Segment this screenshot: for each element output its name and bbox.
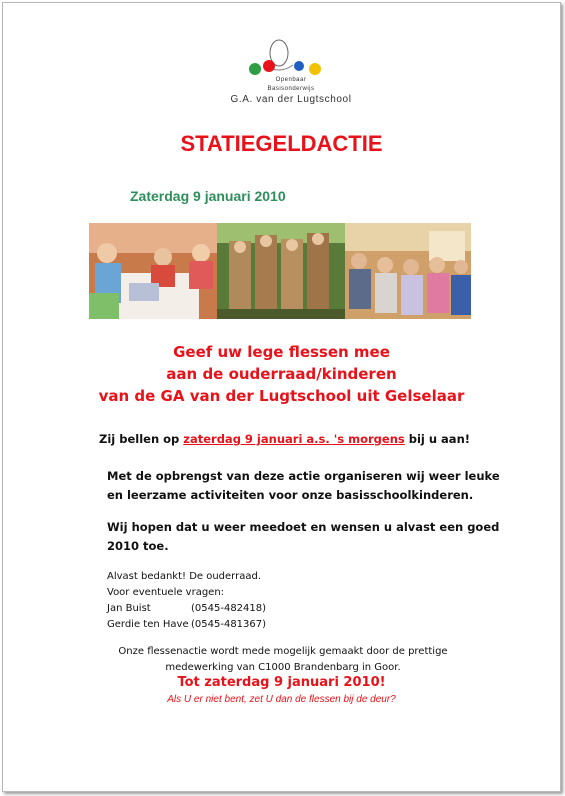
- logo-line-1: Openbaar: [275, 77, 307, 83]
- headline-line-1: Geef uw lege flessen mee: [173, 343, 390, 361]
- page-title: STATIEGELDACTIE: [180, 131, 383, 156]
- call-highlight: zaterdag 9 januari a.s. 's morgens: [183, 432, 405, 446]
- contact-phone: (0545-481367): [191, 619, 267, 630]
- photo-strip: [89, 223, 471, 319]
- event-date: Zaterdag 9 januari 2010: [130, 188, 286, 204]
- call-after: bij u aan!: [404, 432, 471, 446]
- call-before: Zij bellen op: [99, 432, 184, 446]
- call-announcement: [99, 432, 470, 446]
- door-note: Als U er niet bent, zet U dan de flessen bij de deur?: [167, 694, 396, 705]
- school-logo: [221, 39, 361, 111]
- contact-phone: (0545-482418): [191, 603, 267, 614]
- photo-class-group: [345, 223, 471, 319]
- main-headline: [3, 341, 560, 407]
- sponsor-note: Onze flessenactie wordt mede mogelijk gemaakt door de prettige medewerking van C1000 Brandenbarg in Goor.: [118, 646, 448, 673]
- headline-line-3: van de GA van der Lugtschool uit Gelselaar: [98, 387, 465, 405]
- photo-children-drawing: [89, 223, 219, 319]
- headline-line-2: aan de ouderraad/kinderen: [166, 365, 397, 383]
- logo-school-name: G.A. van der Lugtschool: [230, 94, 352, 105]
- logo-figure-icon: [221, 39, 361, 79]
- contact-name: Jan Buist: [107, 603, 151, 614]
- thanks-line: Alvast bedankt! De ouderraad.: [107, 571, 262, 582]
- proceeds-paragraph: Met de opbrengst van deze actie organiseren wij weer leuke en leerzame activiteiten voor onze basisschoolkinderen.: [107, 469, 500, 502]
- closing-date: Tot zaterdag 9 januari 2010!: [177, 675, 386, 690]
- document-page: [2, 2, 561, 792]
- logo-line-2: Basisonderwijs: [267, 86, 315, 92]
- wishes-paragraph: Wij hopen dat u weer meedoet en wensen u alvast een goed 2010 toe.: [107, 520, 500, 553]
- contact-name: Gerdie ten Have: [107, 619, 189, 630]
- photo-costumed-children: [217, 223, 345, 319]
- questions-label: Voor eventuele vragen:: [107, 587, 225, 598]
